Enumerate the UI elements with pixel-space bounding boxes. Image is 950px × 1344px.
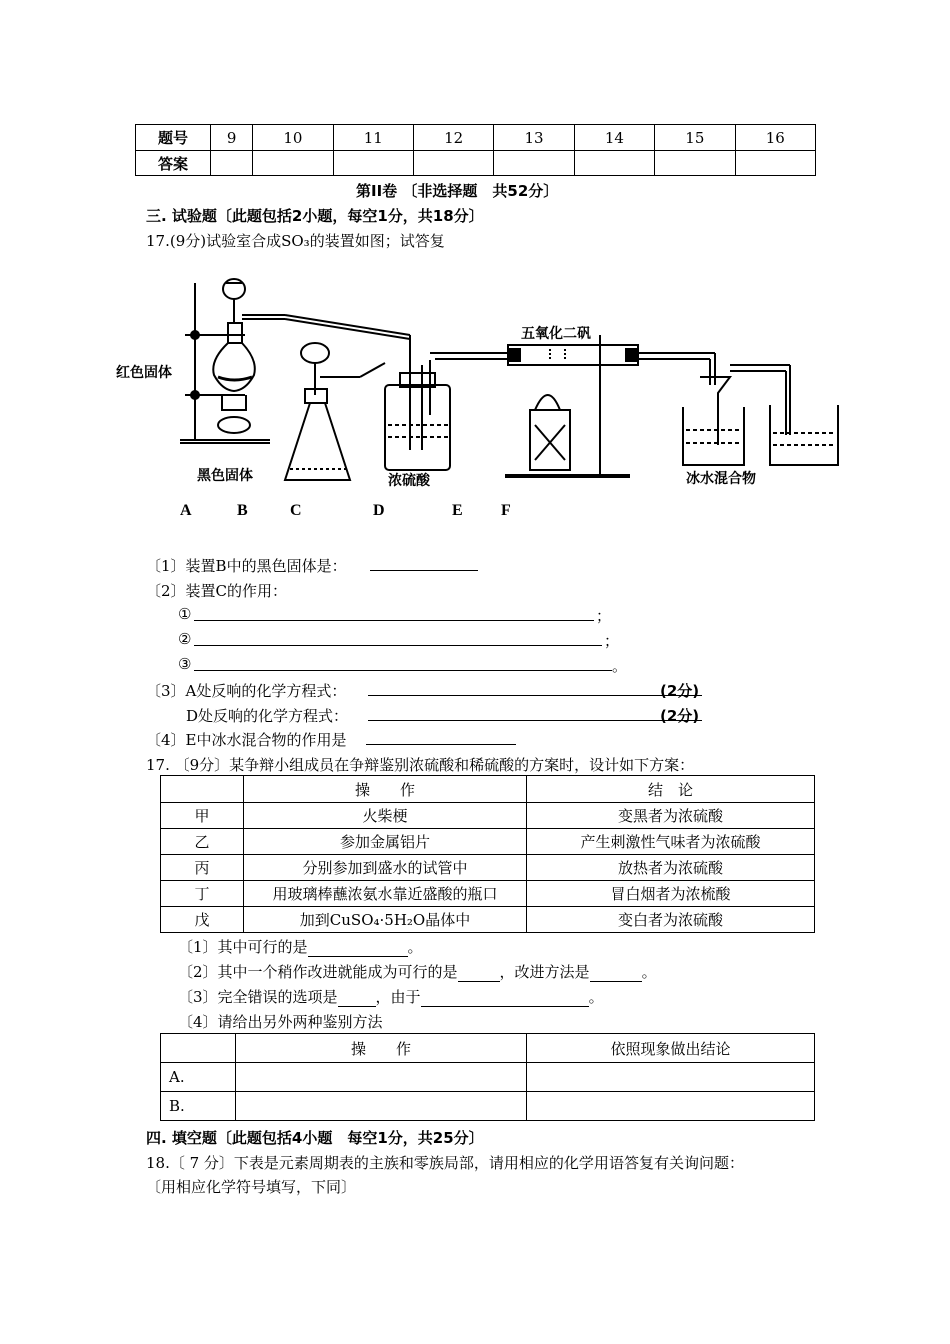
answer-cell[interactable] bbox=[527, 1092, 815, 1121]
row-id: 戊 bbox=[161, 907, 244, 933]
row-id: 丁 bbox=[161, 881, 244, 907]
answer-table bbox=[135, 124, 816, 176]
row-id: 甲 bbox=[161, 803, 244, 829]
q17-part4: 〔4〕E中冰水混合物的作用是 bbox=[146, 731, 347, 749]
answer-cell[interactable] bbox=[574, 151, 654, 176]
answer-cell[interactable] bbox=[655, 151, 735, 176]
question-number: 16 bbox=[735, 125, 815, 151]
answer-blank[interactable] bbox=[368, 720, 702, 721]
points-label: (2分) bbox=[660, 707, 700, 725]
answer-cell[interactable] bbox=[236, 1092, 527, 1121]
answer-cell[interactable] bbox=[211, 151, 253, 176]
question-number: 11 bbox=[333, 125, 413, 151]
answer-label: 答案 bbox=[136, 151, 211, 176]
row-operation: 分别参加到盛水的试管中 bbox=[244, 855, 527, 881]
answer-blank[interactable] bbox=[368, 695, 702, 696]
label-red-solid: 红色固体 bbox=[116, 365, 172, 381]
question-number: 10 bbox=[253, 125, 333, 151]
row-operation: 加到CuSO₄·5H₂O晶体中 bbox=[244, 907, 527, 933]
text: ，由于 bbox=[375, 988, 421, 1006]
row-conclusion: 变黑者为浓硫酸 bbox=[527, 803, 815, 829]
answer-cell[interactable] bbox=[527, 1063, 815, 1092]
question-number: 9 bbox=[211, 125, 253, 151]
answer-blank[interactable] bbox=[366, 744, 516, 745]
answer-blank[interactable] bbox=[338, 992, 376, 1007]
letter-b: B bbox=[237, 502, 248, 519]
q17b-intro: 17. 〔9分〕某争辩小组成员在争辩鉴别浓硫酸和稀硫酸的方案时，设计如下方案： bbox=[146, 756, 695, 774]
question-number: 15 bbox=[655, 125, 735, 151]
text: 。 bbox=[407, 938, 423, 956]
question-number: 14 bbox=[574, 125, 654, 151]
answer-blank[interactable] bbox=[194, 670, 612, 671]
header-operation: 操 作 bbox=[244, 776, 527, 803]
row-conclusion: 产生刺激性气味者为浓硫酸 bbox=[527, 829, 815, 855]
q17b-part3 bbox=[178, 986, 604, 1007]
circle-1: ① bbox=[178, 605, 192, 623]
section4-title: 四. 填空题〔此题包括4小题 每空1分，共25分〕 bbox=[146, 1129, 484, 1147]
row-operation: 火柴梗 bbox=[244, 803, 527, 829]
section3-title: 三. 试验题〔此题包括2小题，每空1分，共18分〕 bbox=[146, 207, 484, 225]
answer-cell[interactable] bbox=[735, 151, 815, 176]
method-table bbox=[160, 1033, 815, 1121]
letter-d: D bbox=[373, 502, 385, 519]
text: 。 bbox=[641, 963, 657, 981]
semicolon: ； bbox=[596, 607, 612, 625]
answer-blank[interactable] bbox=[421, 992, 589, 1007]
period: 。 bbox=[612, 657, 628, 675]
answer-blank[interactable] bbox=[194, 620, 594, 621]
q18-line2: 〔用相应化学符号填写，下同〕 bbox=[146, 1178, 357, 1196]
q17-part1: 〔1〕装置B中的黑色固体是： bbox=[146, 557, 347, 575]
circle-3: ③ bbox=[178, 655, 192, 673]
scheme-table bbox=[160, 775, 815, 933]
text: 〔1〕其中可行的是 bbox=[178, 938, 308, 956]
letter-f: F bbox=[501, 502, 511, 519]
row-label: A. bbox=[161, 1063, 236, 1092]
label-black-solid: 黑色固体 bbox=[197, 468, 253, 484]
q17b-part1 bbox=[178, 936, 423, 957]
row-operation: 参加金属铝片 bbox=[244, 829, 527, 855]
letter-c: C bbox=[290, 502, 302, 519]
answer-cell[interactable] bbox=[333, 151, 413, 176]
q17b-part2 bbox=[178, 961, 657, 982]
row-id: 丙 bbox=[161, 855, 244, 881]
q17-part2: 〔2〕装置C的作用： bbox=[146, 582, 288, 600]
row-operation: 用玻璃棒蘸浓氨水靠近盛酸的瓶口 bbox=[244, 881, 527, 907]
answer-cell[interactable] bbox=[494, 151, 574, 176]
label-ice-water: 冰水混合物 bbox=[686, 471, 756, 487]
question-number: 12 bbox=[413, 125, 493, 151]
text: 。 bbox=[588, 988, 604, 1006]
answer-cell[interactable] bbox=[253, 151, 333, 176]
header-conclusion: 结 论 bbox=[527, 776, 815, 803]
question-number: 13 bbox=[494, 125, 574, 151]
row-conclusion: 冒白烟者为浓梳酸 bbox=[527, 881, 815, 907]
points-label: (2分) bbox=[660, 682, 700, 700]
label-conc-acid: 浓硫酸 bbox=[388, 473, 430, 489]
header-operation: 操 作 bbox=[236, 1034, 527, 1063]
q17-part3b: D处反响的化学方程式： bbox=[186, 707, 349, 725]
section-title: 第II卷 〔非选择题 共52分〕 bbox=[356, 182, 559, 200]
header-label: 题号 bbox=[136, 125, 211, 151]
circle-2: ② bbox=[178, 630, 192, 648]
row-label: B. bbox=[161, 1092, 236, 1121]
q17-part3: 〔3〕A处反响的化学方程式： bbox=[146, 682, 347, 700]
text: 〔3〕完全错误的选项是 bbox=[178, 988, 338, 1006]
empty-cell bbox=[161, 1034, 236, 1063]
row-conclusion: 放热者为浓硫酸 bbox=[527, 855, 815, 881]
row-id: 乙 bbox=[161, 829, 244, 855]
q17-intro: 17.(9分)试验室合成SO₃的装置如图；试答复 bbox=[146, 232, 445, 250]
answer-blank[interactable] bbox=[370, 570, 478, 571]
semicolon: ； bbox=[604, 632, 620, 650]
answer-blank[interactable] bbox=[194, 645, 602, 646]
q17b-part4: 〔4〕请给出另外两种鉴别方法 bbox=[178, 1013, 383, 1031]
answer-blank[interactable] bbox=[308, 942, 408, 957]
letter-e: E bbox=[452, 502, 463, 519]
empty-cell bbox=[161, 776, 244, 803]
row-conclusion: 变白者为浓硫酸 bbox=[527, 907, 815, 933]
answer-blank[interactable] bbox=[458, 967, 500, 982]
text: ，改进方法是 bbox=[499, 963, 590, 981]
text: 〔2〕其中一个稍作改进就能成为可行的是 bbox=[178, 963, 458, 981]
answer-cell[interactable] bbox=[236, 1063, 527, 1092]
q18-line1: 18.〔 7 分〕下表是元素周期表的主族和零族局部，请用相应的化学用语答复有关询问题： bbox=[146, 1154, 744, 1172]
header-conclusion: 依照现象做出结论 bbox=[527, 1034, 815, 1063]
answer-cell[interactable] bbox=[413, 151, 493, 176]
answer-blank[interactable] bbox=[590, 967, 642, 982]
letter-a: A bbox=[180, 502, 192, 519]
label-v2o5: 五氧化二矾 bbox=[521, 326, 591, 342]
